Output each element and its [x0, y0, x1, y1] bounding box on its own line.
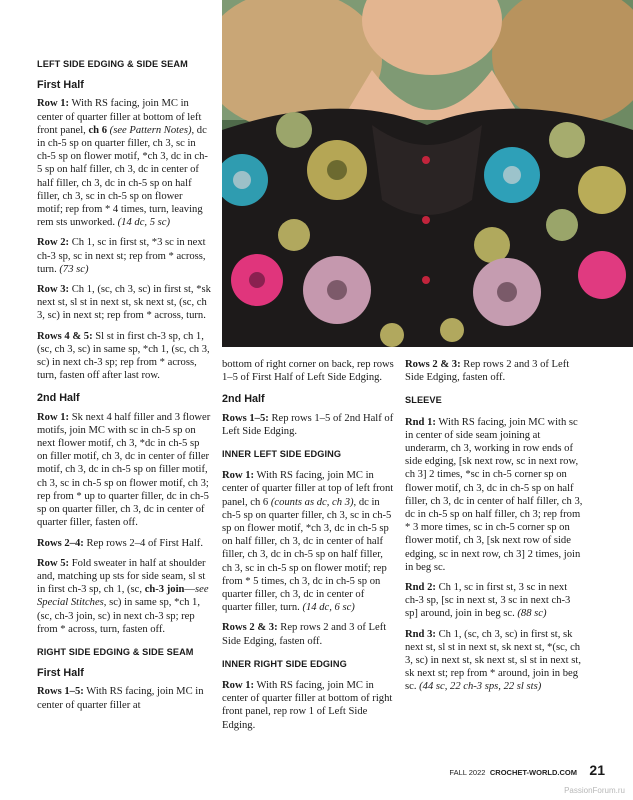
- column-3: [405, 358, 583, 701]
- instruction-row-1: Row 1: With RS facing, join MC in center of quarter filler at bottom of left front panel, ch 6 (see Pattern Notes), dc in ch-5 sp on quarter filler, ch 3, sc in ch-5 sp on flower motif, *ch 3, dc in ch-5 sp on half filler, ch 3, dc in center of half filler, ch 3, dc in ch-5 sp on half filler, ch 3, sc in ch-5 sp on flower motif; rep from * 4 times, turn, leaving rem sts unworked. (14 dc, 5 sc): [37, 98, 208, 229]
- section-heading-inner-left: INNER LEFT SIDE EDGING: [222, 449, 342, 460]
- instruction-row-3: Row 3: Ch 1, (sc, ch 3, sc) in first st, *sk next st, sl st in next st, sk next st, (sc, ch 3, sc) in next st; rep from * across, turn.: [37, 284, 211, 322]
- section-heading-left-side-edging: LEFT SIDE EDGING & SIDE SEAM: [37, 59, 188, 69]
- subheading-first-half: First Half: [37, 79, 84, 92]
- instruction-2nd-row-5: Row 5: Fold sweater in half at shoulder and, matching up sts for side seam, sl st in first ch-3 sp, ch 1, (sc, ch-3 join—see Special Stitches, sc) in same sp, *ch 1, (sc, ch-3 join, sc) in next ch-3 sp; rep from * across, turn, fasten off.: [37, 557, 209, 635]
- section-heading-inner-right: INNER RIGHT SIDE EDGING: [222, 658, 347, 669]
- section-heading-sleeve: SLEEVE: [405, 395, 442, 406]
- section-heading-right-side-edging: RIGHT SIDE EDGING & SIDE SEAM: [37, 646, 194, 657]
- instruction-row-2: Row 2: Ch 1, sc in first st, *3 sc in next ch-3 sp, sc in next st; rep from * across, turn. (73 sc): [37, 237, 206, 275]
- instruction-sleeve-rnd-2: Rnd 2: Ch 1, sc in first st, 3 sc in next ch-3 sp, [sc in next st, 3 sc in next ch-3 sp] around, join in beg sc. (88 sc): [405, 582, 571, 620]
- page-footer: [449, 762, 605, 780]
- subheading-first-half-right: First Half: [37, 667, 84, 680]
- issue-label: FALL 2022: [449, 768, 486, 777]
- instruction-right-rows-1-5: Rows 1–5: With RS facing, join MC in center of quarter filler at: [37, 686, 204, 711]
- subheading-2nd-half: 2nd Half: [37, 392, 80, 405]
- continued-text: bottom of right corner on back, rep rows 1–5 of First Half of Left Side Edging.: [222, 359, 394, 384]
- instruction-inner-left-row-1: Row 1: With RS facing, join MC in center of quarter filler at top of left front panel, ch 6 (counts as dc, ch 3), dc in ch-5 sp on quarter filler, ch 3, sc in ch-5 sp on flower motif, *ch 3, dc in ch-5 sp on half filler, ch 3, dc in center of half filler, ch 3, dc in ch-5 sp on half filler, ch 3, sc in ch-5 sp on flower motif; rep from * 5 times, ch 3, dc in ch-5 sp on quarter filler, ch 3, dc in center of quarter filler, turn. (14 dc, 6 sc): [222, 470, 394, 614]
- page-number: 21: [589, 762, 605, 778]
- instruction-right-2nd-rows-1-5: Rows 1–5: Rep rows 1–5 of 2nd Half of Left Side Edging.: [222, 412, 394, 437]
- instruction-sleeve-rnd-1: Rnd 1: With RS facing, join MC with sc in center of side seam joining at underarm, ch 3, working in row ends of side edging, [sk next row, sc in next row, ch 3] 2 times, *sc in ch-5 corner sp on flower motif, ch 3, dc in ch-5 sp on half filler, ch 3, dc in center of half filler, ch 3, dc in ch-5 sp on half filler, ch 3; rep from * 3 more times, sc in ch-5 corner sp on flower motif, ch 3, [sk next row of side edging, sc in next row, ch 3] 2 times, join in beg sc.: [405, 416, 583, 573]
- instruction-sleeve-rnd-3: Rnd 3: Ch 1, (sc, ch 3, sc) in first st, sk next st, sl st in next st, sk next st, *(sc, ch 3, sc) in next st, sk next st, sl st in next st, sk next st; rep from * around, join in beg sc. (44 sc, 22 ch-3 sps, 22 sl sts): [405, 628, 581, 693]
- sweater-photo: [222, 0, 633, 347]
- column-1: [37, 58, 211, 719]
- column-2: [222, 358, 394, 739]
- instruction-inner-right-rows-2-3: Rows 2 & 3: Rep rows 2 and 3 of Left Side Edging, fasten off.: [405, 359, 570, 384]
- subheading-2nd-half-right: 2nd Half: [222, 393, 265, 406]
- site-label: CROCHET-WORLD.COM: [489, 768, 577, 777]
- instruction-2nd-rows-2-4: Rows 2–4: Rep rows 2–4 of First Half.: [37, 537, 203, 549]
- watermark: PassionForum.ru: [564, 786, 625, 795]
- instruction-rows-4-5: Rows 4 & 5: Sl st in first ch-3 sp, ch 1, (sc, ch 3, sc) in same sp, *ch 1, (sc, ch 3, sc) in next ch-3 sp; rep from * across, turn, fasten off after last row.: [37, 330, 210, 382]
- instruction-2nd-row-1: Row 1: Sk next 4 half filler and 3 flower motifs, join MC with sc in ch-5 sp on next flower motif, ch 3, *dc in ch-5 sp on filler motif, ch 3, dc in center of filler motif, ch 3, dc in ch-5 sp on filler motif, ch 3, sc in ch-5 sp on flower motif, ch 3; rep from * up to quarter filler, dc in ch-5 sp on quarter filler, ch 3, dc in center of quarter filler, fasten off.: [37, 411, 211, 529]
- instruction-inner-left-rows-2-3: Rows 2 & 3: Rep rows 2 and 3 of Left Side Edging, fasten off.: [222, 622, 387, 647]
- instruction-inner-right-row-1: Row 1: With RS facing, join MC in center of quarter filler at bottom of right front panel, rep row 1 of Left Side Edging.: [222, 680, 393, 731]
